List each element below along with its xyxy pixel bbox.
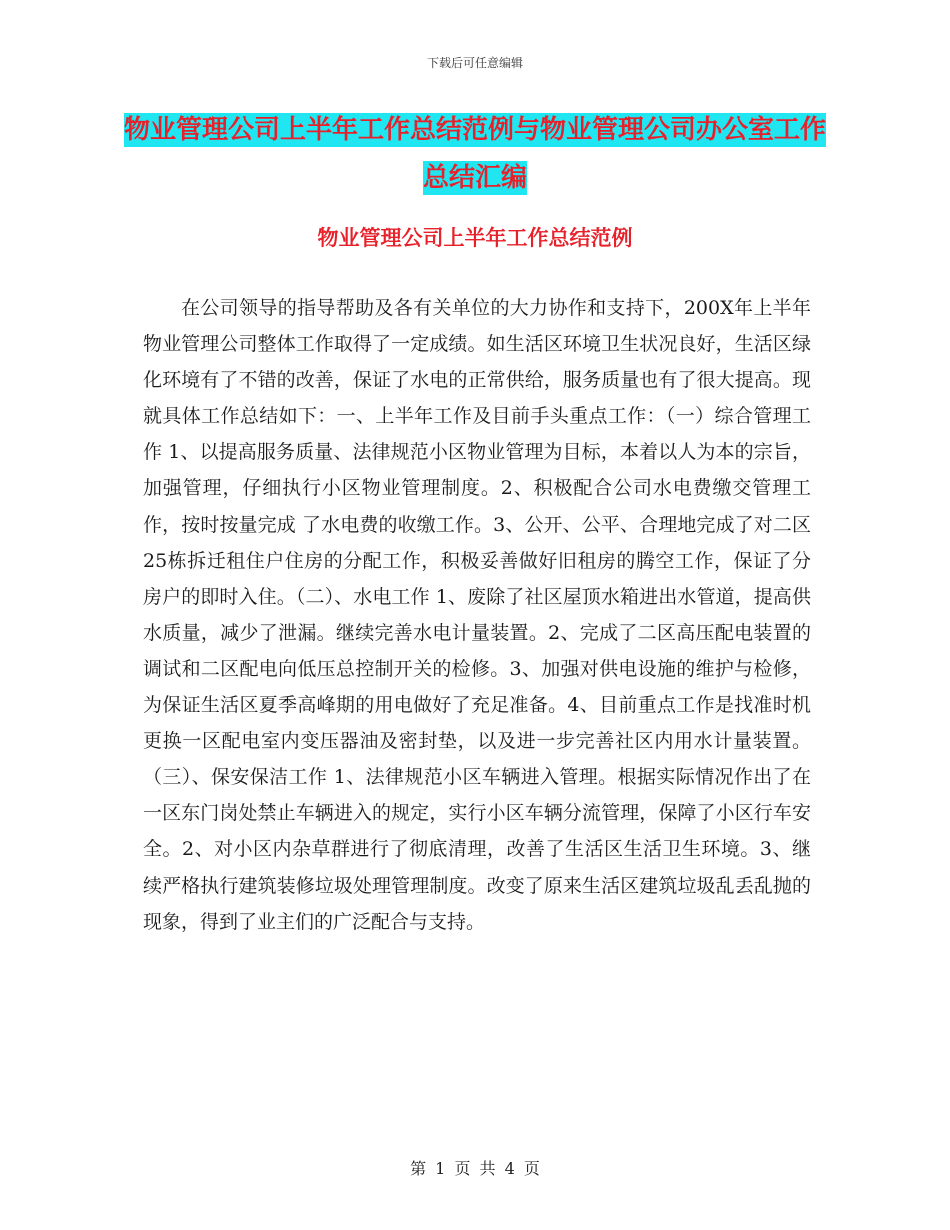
header-note: 下载后可任意编辑	[426, 56, 523, 70]
section-title: 物业管理公司上半年工作总结范例	[317, 226, 633, 250]
page-number-footer: 第 1 页 共 4 页	[410, 1159, 540, 1178]
document-title	[120, 106, 830, 202]
body-paragraph: 在公司领导的指导帮助及各有关单位的大力协作和支持下，200X年上半年物业管理公司整体工作取得了一定成绩。如生活区环境卫生状况良好，生活区绿化环境有了不错的改善，保证了水电的正常供给，服务质量也有了很大提高。现就具体工作总结如下：一、上半年工作及目前手头重点工作：（一）综合管理工作 1、以提高服务质量、法律规范小区物业管理为目标，本着以人为本的宗旨，加强管理，仔细执行小区物业管理制度。2、积极配合公司水电费缴交管理工作，按时按量完成 了水电费的收缴工作。3、公开、公平、合理地完成了对二区25栋拆迁租住户住房的分配工作，积极妥善做好旧租房的腾空工作，保证了分房户的即时入住。（二）、水电工作 1、废除了社区屋顶水箱进出水管道，提高供水质量，减少了泄漏。继续完善水电计量装置。2、完成了二区高压配电装置的调试和二区配电向低压总控制开关的检修。3、加强对供电设施的维护与检修，为保证生活区夏季高峰期的用电做好了充足准备。4、目前重点工作是找准时机更换一区配电室内变压器油及密封垫，以及进一步完善社区内用水计量装置。（三）、保安保洁工作 1、法律规范小区车辆进入管理。根据实际情况作出了在一区东门岗处禁止车辆进入的规定，实行小区车辆分流管理，保障了小区行车安全。2、对小区内杂草群进行了彻底清理，改善了生活区生活卫生环境。3、继续严格执行建筑装修垃圾处理管理制度。改变了原来生活区建筑垃圾乱丢乱抛的现象，得到了业主们的广泛配合与支持。	[143, 297, 811, 933]
document-title-text: 物业管理公司上半年工作总结范例与物业管理公司办公室工作总结汇编	[123, 115, 826, 193]
